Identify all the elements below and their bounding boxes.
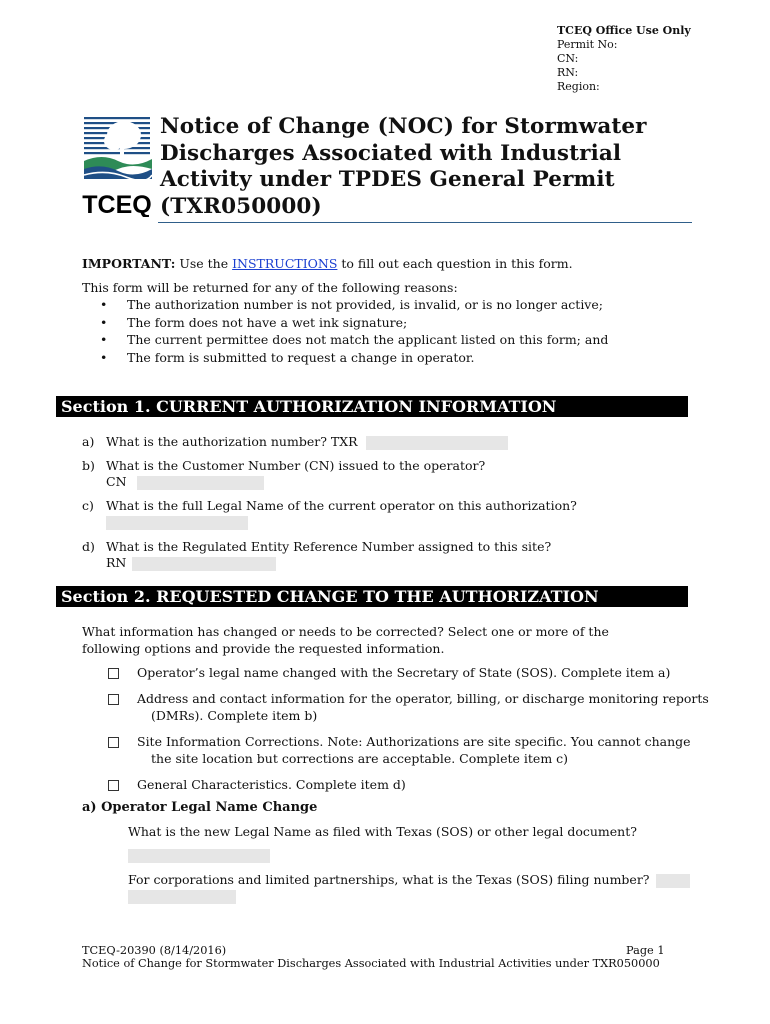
question-d-letter: d) [82, 539, 95, 554]
sos-filing-question [128, 872, 690, 888]
option-label: Operator’s legal name changed with the Secretary of State (SOS). Complete item a) [137, 665, 671, 680]
title-line-1: Notice of Change (NOC) for Stormwater [160, 114, 647, 139]
new-legal-name-line [128, 847, 270, 863]
authorization-number-field[interactable] [366, 436, 508, 450]
option-address-contact [108, 690, 709, 724]
page-number: Page 1 [626, 944, 665, 957]
form-description: Notice of Change for Stormwater Discharges Associated with Industrial Activities under TXR050000 [82, 957, 660, 970]
instructions-link[interactable]: INSTRUCTIONS [232, 256, 338, 271]
list-item: • The form is submitted to request a change in operator. [100, 349, 608, 367]
question-a-letter: a) [82, 434, 95, 449]
question-b [82, 458, 485, 473]
option-label: General Characteristics. Complete item d) [137, 777, 406, 792]
question-a-text: What is the authorization number? TXR [106, 434, 358, 449]
cn-line [106, 474, 264, 490]
cn-label: CN: [557, 52, 579, 65]
sos-filing-number-field-continued[interactable] [128, 890, 236, 904]
list-item: • The form does not have a wet ink signature; [100, 314, 608, 332]
option-legal-name [108, 664, 670, 681]
list-item: • The authorization number is not provided, is invalid, or is no longer active; [100, 296, 608, 314]
title-divider [158, 222, 692, 223]
general-characteristics-checkbox[interactable] [108, 780, 119, 791]
sos-filing-line [128, 888, 236, 904]
subsection-a-title: a) Operator Legal Name Change [82, 800, 318, 815]
section-1-header: Section 1. CURRENT AUTHORIZATION INFORMATION [56, 396, 688, 417]
page-footer [82, 944, 660, 970]
rn-prefix: RN [106, 555, 127, 570]
return-reasons-list [100, 296, 608, 366]
option-label: Site Information Corrections. Note: Authorizations are site specific. You cannot change [137, 734, 691, 749]
important-post: to fill out each question in this form. [337, 256, 573, 271]
important-label: IMPORTANT: [82, 256, 176, 271]
important-pre: Use the [175, 256, 233, 271]
option-label-continued: (DMRs). Complete item b) [151, 708, 318, 723]
returned-reasons-intro: This form will be returned for any of the following reasons: [82, 280, 458, 295]
question-d [82, 539, 551, 554]
option-label: Address and contact information for the operator, billing, or discharge monitoring reports [137, 691, 709, 706]
tceq-logo [82, 113, 152, 217]
section-2-intro [82, 623, 609, 657]
sos-filing-question-text: For corporations and limited partnerships, what is the Texas (SOS) filing number? [128, 872, 650, 887]
office-use-heading: TCEQ Office Use Only [557, 24, 691, 37]
region-label: Region: [557, 80, 600, 93]
question-c [82, 498, 577, 513]
customer-number-field[interactable] [137, 476, 264, 490]
cn-prefix: CN [106, 474, 127, 489]
logo-text: TCEQ [82, 191, 152, 217]
new-legal-name-question: What is the new Legal Name as filed with Texas (SOS) or other legal document? [128, 824, 637, 839]
question-b-letter: b) [82, 458, 95, 473]
new-legal-name-field[interactable] [128, 849, 270, 863]
list-item: • The current permittee does not match the applicant listed on this form; and [100, 331, 608, 349]
important-note [82, 256, 573, 271]
option-general-characteristics [108, 776, 406, 793]
question-b-text: What is the Customer Number (CN) issued to the operator? [106, 458, 486, 473]
current-legal-name-field[interactable] [106, 516, 248, 530]
page-title [160, 114, 647, 220]
question-c-text: What is the full Legal Name of the current operator on this authorization? [106, 498, 577, 513]
office-use-block [557, 24, 691, 94]
question-a [82, 434, 508, 450]
sos-filing-number-field[interactable] [656, 874, 690, 888]
section-2-intro-line-1: What information has changed or needs to be corrected? Select one or more of the [82, 624, 609, 639]
address-contact-checkbox[interactable] [108, 694, 119, 705]
section-2-header: Section 2. REQUESTED CHANGE TO THE AUTHORIZATION [56, 586, 688, 607]
legal-name-checkbox[interactable] [108, 668, 119, 679]
regulated-entity-number-field[interactable] [132, 557, 276, 571]
rn-line [106, 555, 276, 571]
title-line-2: Discharges Associated with Industrial [160, 140, 622, 166]
site-corrections-checkbox[interactable] [108, 737, 119, 748]
permit-no-label: Permit No: [557, 38, 618, 51]
form-number: TCEQ-20390 (8/14/2016) [82, 944, 227, 957]
legal-name-line [106, 514, 248, 530]
rn-label: RN: [557, 66, 579, 79]
title-line-4: (TXR050000) [160, 193, 322, 219]
option-site-corrections [108, 733, 691, 767]
question-c-letter: c) [82, 498, 94, 513]
section-2-intro-line-2: following options and provide the requested information. [82, 641, 445, 656]
option-label-continued: the site location but corrections are acceptable. Complete item c) [151, 751, 569, 766]
question-d-text: What is the Regulated Entity Reference Number assigned to this site? [106, 539, 552, 554]
title-line-3: Activity under TPDES General Permit [160, 167, 615, 192]
